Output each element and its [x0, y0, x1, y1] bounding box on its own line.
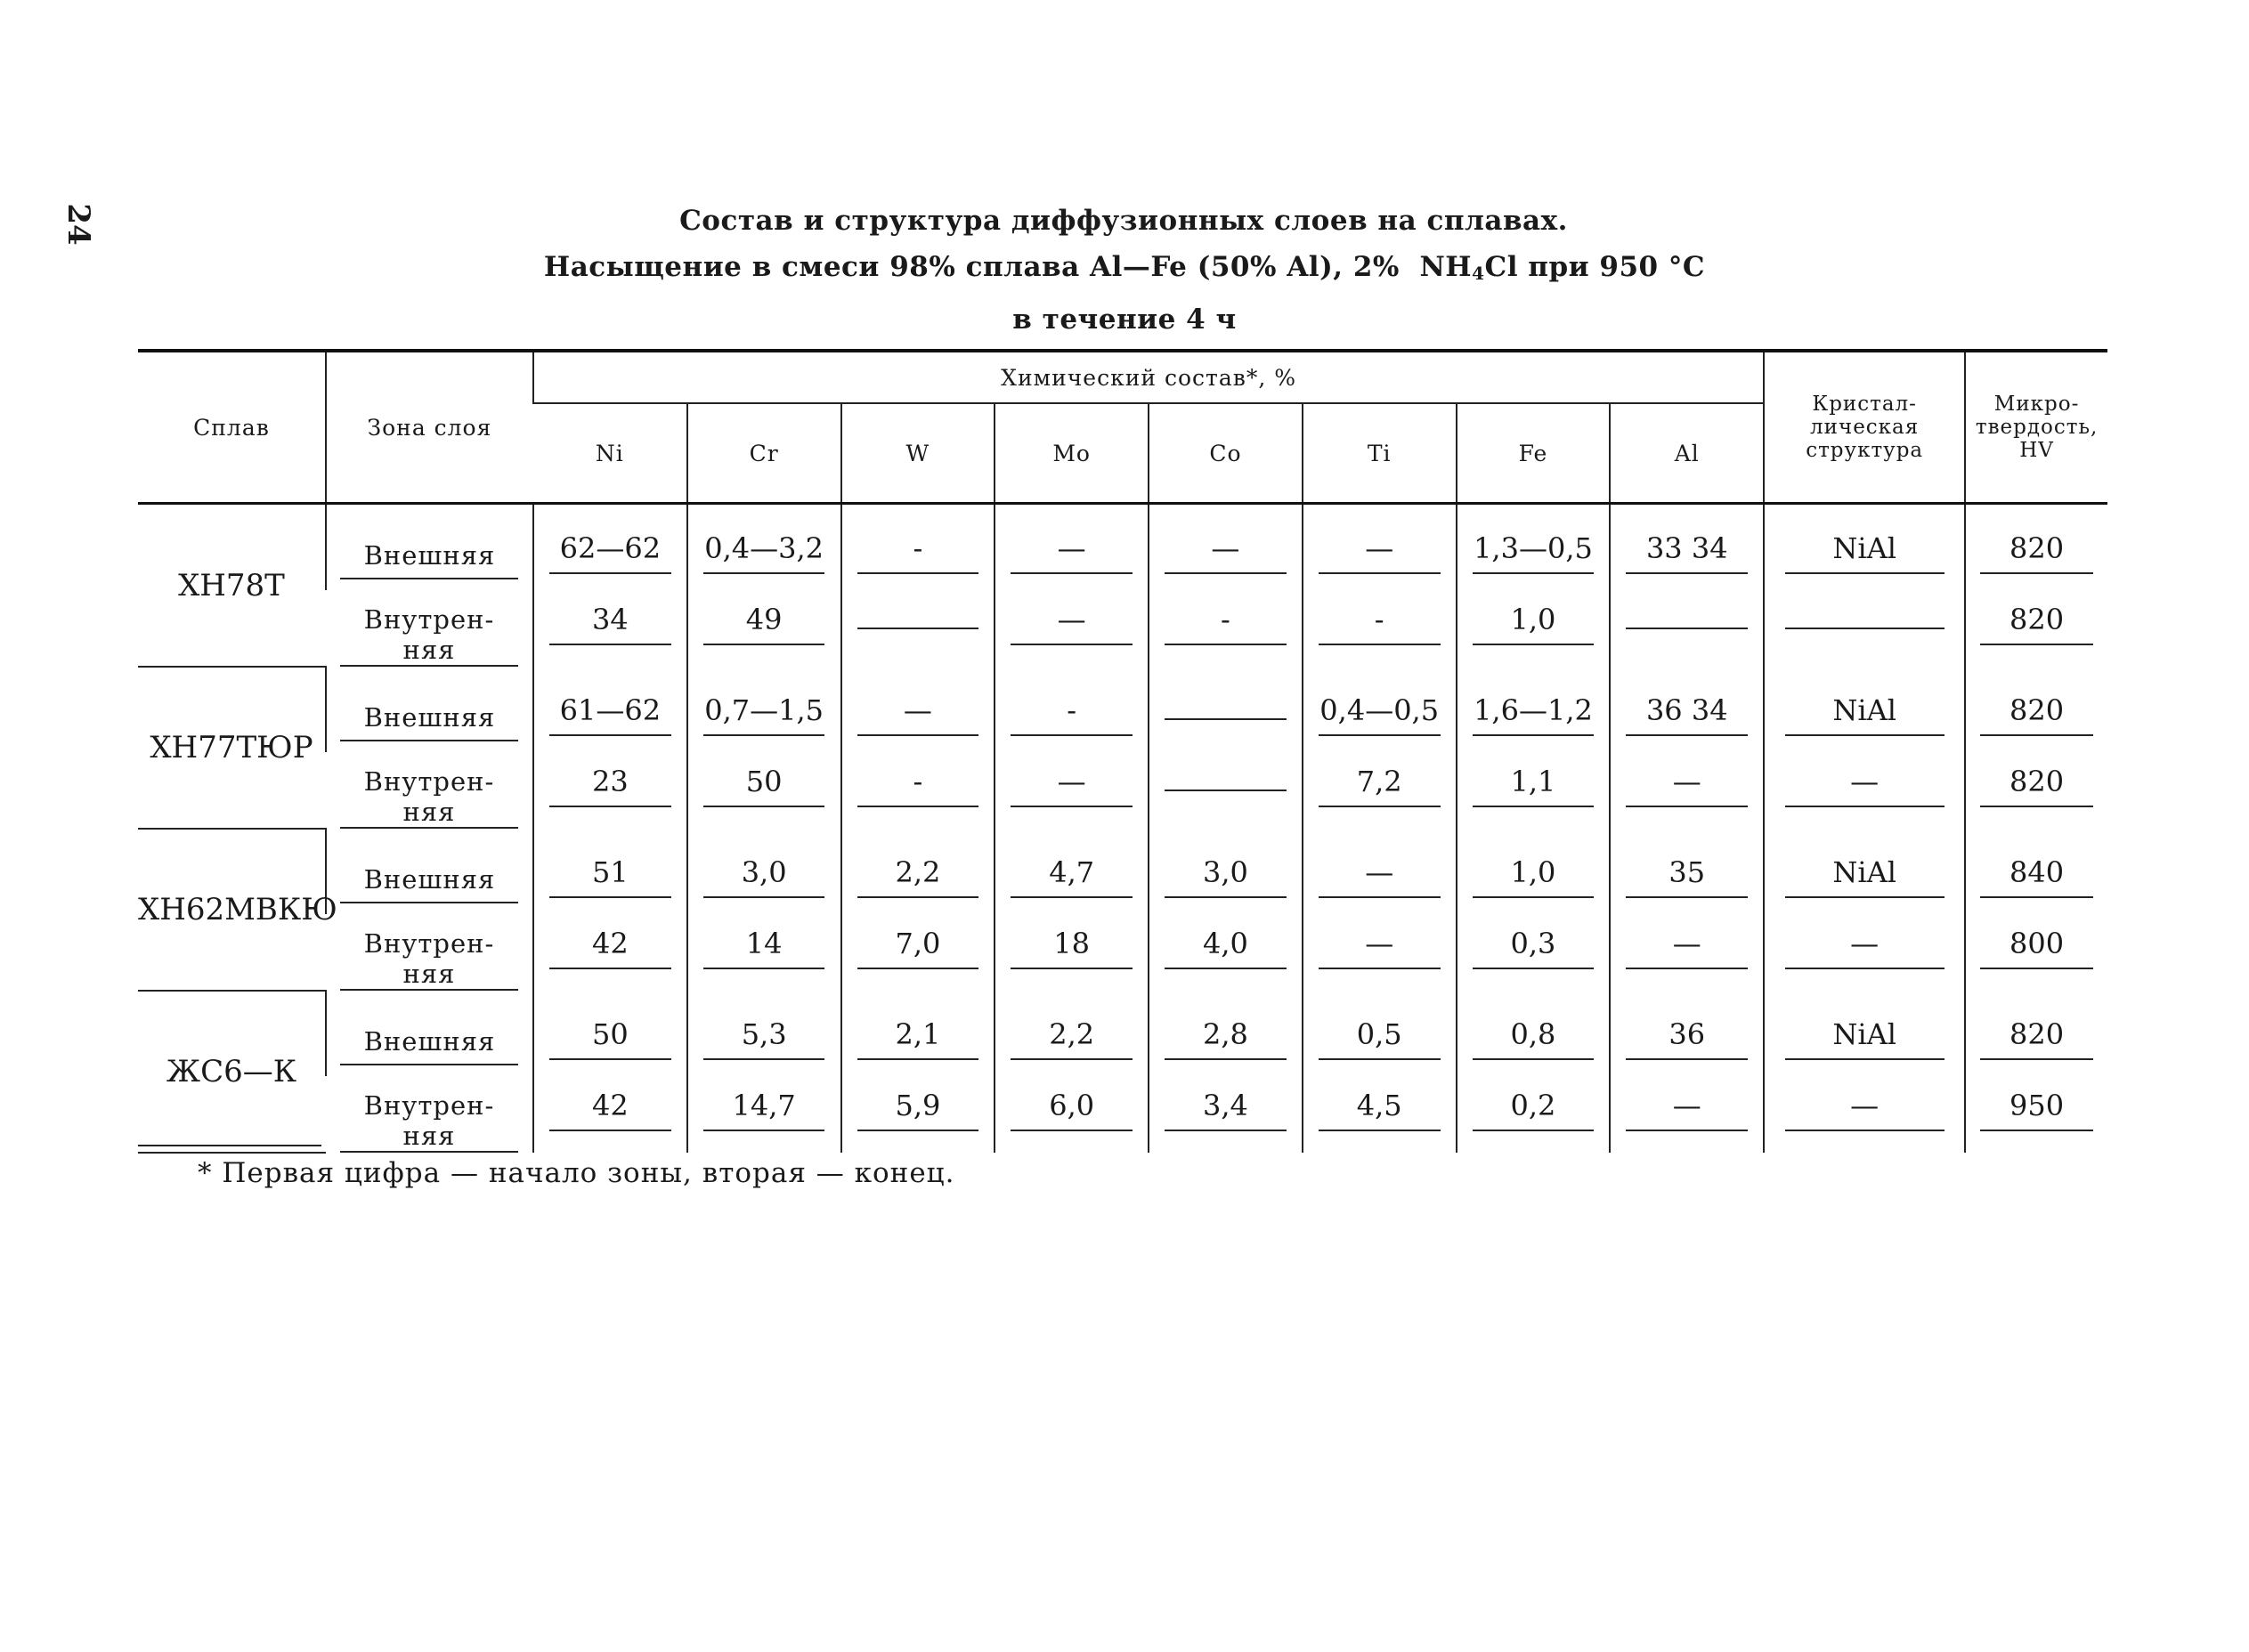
cell-value: 33 34: [1626, 531, 1748, 574]
alloy-name: ХН77ТЮР: [138, 667, 326, 829]
table-cell: [1610, 829, 1764, 914]
cell-value: 50: [703, 765, 825, 807]
table-cell: [1303, 752, 1457, 829]
table-row: [138, 1076, 2107, 1153]
alloy-name: ЖС6—К: [138, 991, 326, 1153]
cell-value: 0,5: [1319, 1017, 1441, 1060]
cell-value: 820: [1980, 693, 2093, 736]
cell-value: 0,3: [1473, 927, 1595, 969]
table-cell: [995, 991, 1149, 1076]
header-zone: Зона слоя: [326, 351, 533, 504]
table-cell: [1764, 991, 1965, 1076]
title-formula-cl: Cl: [1484, 251, 1518, 283]
cell-value: 2,8: [1165, 1017, 1287, 1060]
cell-value: -: [857, 531, 979, 574]
cell-value: 3,0: [703, 855, 825, 898]
table-cell: [1965, 504, 2107, 591]
table-cell: [1457, 752, 1611, 829]
cell-value: 820: [1980, 603, 2093, 645]
header-element-co: Co: [1149, 403, 1303, 504]
table-cell: [533, 667, 687, 752]
title-formula-sub: 4: [1472, 263, 1485, 284]
composition-table-wrapper: [138, 349, 2107, 1154]
cell-value: 14: [703, 927, 825, 969]
table-cell: [1764, 667, 1965, 752]
cell-value: [1165, 711, 1287, 720]
table-cell: [1764, 914, 1965, 991]
cell-value: 36: [1626, 1017, 1748, 1060]
cell-value: 7,2: [1319, 765, 1441, 807]
table-cell: [841, 590, 995, 667]
cell-value: [1785, 620, 1945, 629]
table-cell: [1457, 590, 1611, 667]
table-cell: [1965, 914, 2107, 991]
cell-value: —: [1011, 531, 1133, 574]
footnote: * Первая цифра — начало зоны, вторая — конец.: [198, 1157, 955, 1189]
cell-value: —: [1785, 765, 1945, 807]
cell-value: 0,4—3,2: [703, 531, 825, 574]
table-cell: [687, 829, 841, 914]
table-cell: [1303, 590, 1457, 667]
cell-value: 820: [1980, 531, 2093, 574]
header-element-cr: Cr: [687, 403, 841, 504]
cell-value: 3,4: [1165, 1089, 1287, 1131]
table-cell: [687, 914, 841, 991]
title-line-2-suffix: при 950 °C: [1528, 251, 1706, 283]
table-cell: [841, 829, 995, 914]
cell-value: 3,0: [1165, 855, 1287, 898]
table-cell: [1303, 504, 1457, 591]
table-cell: [995, 667, 1149, 752]
cell-value: 5,3: [703, 1017, 825, 1060]
zone-cell: [326, 829, 533, 914]
zone-label: Внутрен- няя: [340, 604, 518, 667]
header-structure: Кристал- лическая структура: [1764, 351, 1965, 504]
cell-value: —: [1011, 603, 1133, 645]
cell-value: NiAl: [1785, 1017, 1945, 1060]
table-cell: [1457, 504, 1611, 591]
cell-value: —: [1626, 765, 1748, 807]
composition-table: [138, 349, 2107, 1154]
table-cell: [1149, 504, 1303, 591]
zone-label: Внешняя: [340, 702, 518, 741]
cell-value: 50: [549, 1017, 671, 1060]
cell-value: 0,7—1,5: [703, 693, 825, 736]
cell-value: 950: [1980, 1089, 2093, 1131]
cell-value: —: [1626, 927, 1748, 969]
table-cell: [995, 829, 1149, 914]
table-cell: [1965, 1076, 2107, 1153]
alloy-name: ХН78Т: [138, 504, 326, 668]
cell-value: —: [1626, 1089, 1748, 1131]
table-cell: [1965, 829, 2107, 914]
zone-label: Внешняя: [340, 864, 518, 903]
table-cell: [841, 504, 995, 591]
zone-cell: [326, 991, 533, 1076]
cell-value: —: [1785, 1089, 1945, 1131]
header-element-ni: Ni: [595, 440, 624, 466]
cell-value: 42: [549, 927, 671, 969]
table-row: [138, 504, 2107, 591]
table-cell: [533, 752, 687, 829]
table-cell: [533, 590, 687, 667]
header-element-mo: Mo: [995, 403, 1149, 504]
cell-value: 2,1: [857, 1017, 979, 1060]
table-cell: [533, 829, 687, 914]
zone-label: Внутрен- няя: [340, 1090, 518, 1153]
cell-value: [857, 620, 979, 629]
cell-value: 820: [1980, 765, 2093, 807]
table-cell: [1764, 752, 1965, 829]
table-cell: [841, 752, 995, 829]
table-cell: [1149, 590, 1303, 667]
table-cell: [1303, 1076, 1457, 1153]
cell-value: -: [1319, 603, 1441, 645]
cell-value: 23: [549, 765, 671, 807]
cell-value: NiAl: [1785, 693, 1945, 736]
cell-value: -: [857, 765, 979, 807]
cell-value: NiAl: [1785, 855, 1945, 898]
cell-value: 1,1: [1473, 765, 1595, 807]
title-formula-nh: NH: [1419, 251, 1473, 283]
table-cell: [1610, 590, 1764, 667]
zone-cell: [326, 752, 533, 829]
table-cell: [1610, 914, 1764, 991]
table-row: [138, 590, 2107, 667]
cell-value: 42: [549, 1089, 671, 1131]
cell-value: -: [1165, 603, 1287, 645]
table-cell: [1149, 1076, 1303, 1153]
table-cell: [687, 1076, 841, 1153]
table-cell: [1965, 590, 2107, 667]
header-chem-group: Химический состав*, %: [533, 351, 1764, 403]
table-cell: [995, 1076, 1149, 1153]
cell-value: 36 34: [1626, 693, 1748, 736]
header-element-al: Al: [1610, 403, 1764, 504]
table-cell: [1149, 991, 1303, 1076]
title-line-2-prefix: Насыщение в смеси 98% сплава Al—Fe (50% Al), 2%: [543, 251, 1400, 283]
table-cell: [533, 914, 687, 991]
header-hardness: Микро- твердость, HV: [1965, 351, 2107, 504]
cell-value: 18: [1011, 927, 1133, 969]
table-row: [138, 752, 2107, 829]
table-cell: [1764, 504, 1965, 591]
header-element-w: W: [841, 403, 995, 504]
cell-value: 14,7: [703, 1089, 825, 1131]
table-cell: [687, 991, 841, 1076]
table-row: [138, 991, 2107, 1076]
cell-value: 62—62: [549, 531, 671, 574]
table-cell: [1610, 504, 1764, 591]
table-cell: [1965, 667, 2107, 752]
cell-value: 2,2: [1011, 1017, 1133, 1060]
table-cell: [841, 991, 995, 1076]
cell-value: 49: [703, 603, 825, 645]
table-cell: [533, 991, 687, 1076]
zone-label: Внешняя: [340, 540, 518, 579]
alloy-name: ХН62МВКЮ: [138, 829, 326, 991]
table-cell: [995, 504, 1149, 591]
table-row: [138, 914, 2107, 991]
zone-label: Внутрен- няя: [340, 766, 518, 829]
table-cell: [1457, 1076, 1611, 1153]
table-cell: [687, 590, 841, 667]
cell-value: 1,0: [1473, 603, 1595, 645]
table-cell: [1610, 991, 1764, 1076]
zone-cell: [326, 590, 533, 667]
cell-value: 4,5: [1319, 1089, 1441, 1131]
title-line-2: [0, 244, 2249, 296]
cell-value: 0,2: [1473, 1089, 1595, 1131]
cell-value: 1,3—0,5: [1473, 531, 1595, 574]
cell-value: —: [1011, 765, 1133, 807]
table-cell: [533, 1076, 687, 1153]
zone-cell: [326, 504, 533, 591]
table-cell: [1303, 914, 1457, 991]
table-cell: [841, 1076, 995, 1153]
header-element-ti: Ti: [1303, 403, 1457, 504]
title-line-1: Состав и структура диффузионных слоев на сплавах.: [679, 205, 1568, 237]
table-cell: [995, 914, 1149, 991]
table-cell: [1303, 667, 1457, 752]
cell-value: 35: [1626, 855, 1748, 898]
table-cell: [841, 914, 995, 991]
table-cell: [1149, 914, 1303, 991]
cell-value: 4,7: [1011, 855, 1133, 898]
cell-value: —: [1165, 531, 1287, 574]
table-body: [138, 504, 2107, 1154]
table-cell: [1457, 914, 1611, 991]
table-cell: [1610, 667, 1764, 752]
cell-value: 0,8: [1473, 1017, 1595, 1060]
header-element-fe: Fe: [1457, 403, 1611, 504]
cell-value: 5,9: [857, 1089, 979, 1131]
cell-value: 2,2: [857, 855, 979, 898]
table-cell: [841, 667, 995, 752]
cell-value: 61—62: [549, 693, 671, 736]
cell-value: 1,0: [1473, 855, 1595, 898]
cell-value: NiAl: [1785, 531, 1945, 574]
table-title: [0, 198, 2249, 343]
zone-cell: [326, 914, 533, 991]
cell-value: —: [1785, 927, 1945, 969]
table-cell: [1303, 991, 1457, 1076]
cell-value: 51: [549, 855, 671, 898]
table-row: [138, 829, 2107, 914]
cell-value: 4,0: [1165, 927, 1287, 969]
cell-value: -: [1011, 693, 1133, 736]
table-cell: [1457, 991, 1611, 1076]
table-cell: [1303, 829, 1457, 914]
table-cell: [995, 590, 1149, 667]
zone-label: Внутрен- няя: [340, 928, 518, 991]
cell-value: 840: [1980, 855, 2093, 898]
table-cell: [1965, 991, 2107, 1076]
table-cell: [687, 667, 841, 752]
table-header: [138, 351, 2107, 504]
cell-value: —: [1319, 855, 1441, 898]
page-number: 24: [61, 203, 96, 246]
table-cell: [687, 752, 841, 829]
zone-cell: [326, 667, 533, 752]
table-cell: [995, 752, 1149, 829]
cell-value: 0,4—0,5: [1319, 693, 1441, 736]
cell-value: 1,6—1,2: [1473, 693, 1595, 736]
table-cell: [687, 504, 841, 591]
cell-value: [1165, 782, 1287, 791]
table-cell: [1457, 667, 1611, 752]
cell-value: —: [857, 693, 979, 736]
table-cell: [1149, 829, 1303, 914]
cell-value: 7,0: [857, 927, 979, 969]
header-alloy: Сплав: [193, 414, 270, 441]
table-cell: [1457, 829, 1611, 914]
table-cell: [1764, 590, 1965, 667]
zone-cell: [326, 1076, 533, 1153]
cell-value: 820: [1980, 1017, 2093, 1060]
cell-value: —: [1319, 927, 1441, 969]
table-cell: [1764, 829, 1965, 914]
table-cell: [533, 504, 687, 591]
table-cell: [1149, 752, 1303, 829]
cell-value: 6,0: [1011, 1089, 1133, 1131]
table-cell: [1149, 667, 1303, 752]
table-row: [138, 667, 2107, 752]
footnote-rule: [138, 1145, 321, 1146]
table-cell: [1965, 752, 2107, 829]
table-cell: [1610, 1076, 1764, 1153]
title-formula: [1419, 251, 1518, 283]
cell-value: 800: [1980, 927, 2093, 969]
cell-value: [1626, 620, 1748, 629]
cell-value: 34: [549, 603, 671, 645]
zone-label: Внешняя: [340, 1026, 518, 1065]
table-cell: [1764, 1076, 1965, 1153]
title-line-3: в течение 4 ч: [1012, 304, 1237, 336]
cell-value: —: [1319, 531, 1441, 574]
table-cell: [1610, 752, 1764, 829]
